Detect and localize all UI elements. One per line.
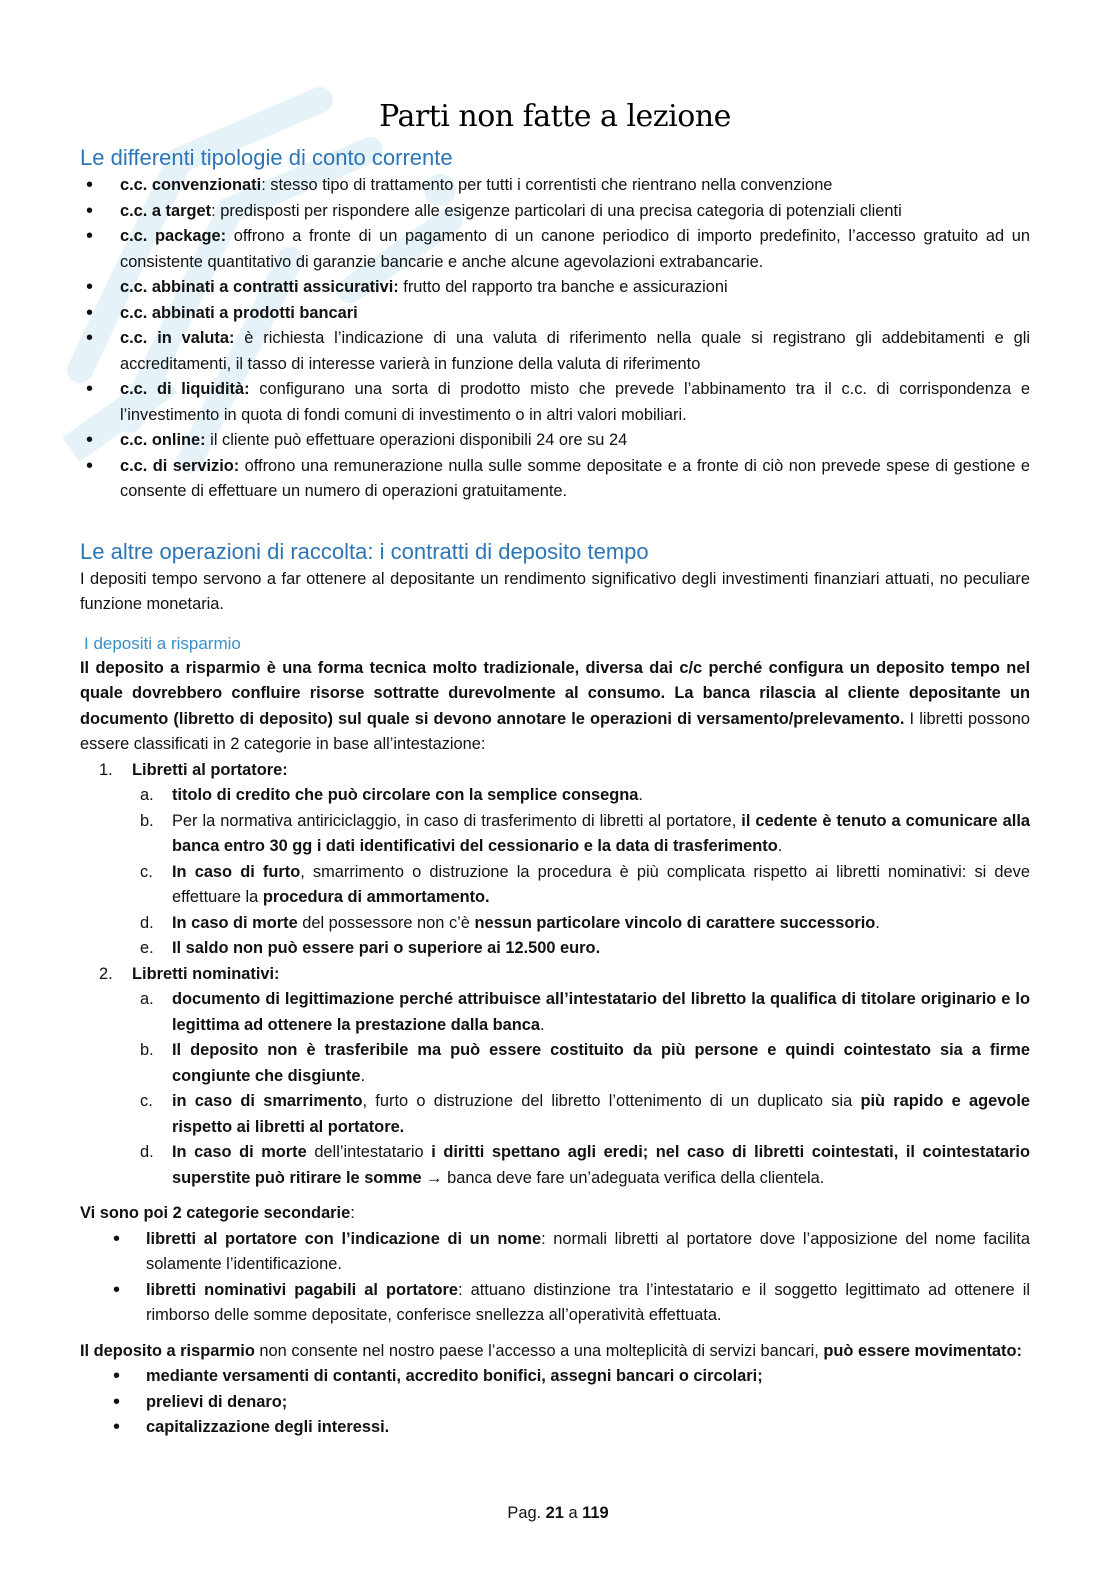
list-item: • c.c. in valuta: è richiesta l’indicazione di una valuta di riferimento nella quale si registrano gli addebitamenti e gli accreditamenti, il tasso di interesse varierà in funzione della valuta di riferimento: [80, 326, 1030, 377]
list-item: a. documento di legittimazione perché attribuisce all’intestatario del libretto la qualifica di titolare originario e lo legittima ad ottenere la prestazione dalla banca.: [140, 990, 1030, 1034]
page-title: Parti non fatte a lezione: [379, 99, 731, 134]
list-item: • mediante versamenti di contanti, accredito bonifici, assegni bancari o circolari;: [80, 1364, 1030, 1390]
secondary-categories-list: [80, 1227, 1030, 1329]
list-item: c. In caso di furto, smarrimento o distruzione la procedura è più complicata rispetto ai libretti nominativi: si deve effettuare la procedura di ammortamento.: [140, 862, 1030, 906]
list-item: • c.c. abbinati a prodotti bancari: [80, 301, 1030, 327]
list-item: a. titolo di credito che può circolare con la semplice consegna.: [140, 786, 643, 804]
list-item: e. Il saldo non può essere pari o superiore ai 12.500 euro.: [140, 939, 601, 957]
list-item: b. Per la normativa antiriciclaggio, in caso di trasferimento di libretti al portatore, il cedente è tenuto a comunicare alla banca entro 30 gg i dati identificativi del cessionario e la data di trasferimento.: [140, 811, 1030, 855]
list-item: • libretti nominativi pagabili al portatore: attuano distinzione tra l’intestatario e il soggetto legittimato ad ottenere il rimborso delle somme depositate, conferisce snellezza all’operatività effettuata.: [80, 1278, 1030, 1329]
list-item: d. In caso di morte del possessore non c’è nessun particolare vincolo di carattere successorio.: [140, 913, 880, 932]
document-page: [80, 95, 1030, 1441]
section-heading-conto-corrente: Le differenti tipologie di conto corrente: [80, 145, 453, 170]
list-item: • c.c. online: il cliente può effettuare operazioni disponibili 24 ore su 24: [80, 428, 1030, 454]
list-item: • c.c. di servizio: offrono una remunerazione nulla sulle somme depositate e a fronte di ciò non prevede spese di gestione e consente di effettuare un numero di operazioni gratuitamente.: [80, 454, 1030, 505]
list-item: c. in caso di smarrimento, furto o distruzione del libretto l’ottenimento di un duplicato sia più rapido e agevole rispetto ai libretti al portatore.: [140, 1092, 1030, 1136]
list-item: • capitalizzazione degli interessi.: [80, 1415, 1030, 1441]
list-item: • c.c. abbinati a contratti assicurativi: frutto del rapporto tra banche e assicurazioni: [80, 275, 1030, 301]
category-libretti-nominativi: 2. Libretti nominativi: a. documento di legittimazione perché attribuisce all’intestatario del libretto la qualifica di titolare originario e lo legittima ad ottenere la prestazione dalla banca. b. Il deposito non è trasferibile ma può essere costituito da più persone e quindi cointestato sia a firme congiunte che disgiunte. c. in caso di smarrimento, furto o distruzione del libretto l’ottenimento di un duplicato sia più rapido e agevole rispetto ai libretti al portatore. d. In caso di morte dell’intestatario i diritti spettano agli eredi; nel caso di libretti cointestati, il cointestatario superstite può ritirare le somme → banca deve fare un’adeguata verifica della clientela.: [80, 962, 1030, 1192]
list-item: • c.c. convenzionati: stesso tipo di trattamento per tutti i correntisti che rientrano nella convenzione: [80, 173, 1030, 199]
deposito-tempo-intro: I depositi tempo servono a far ottenere al depositante un rendimento significativo degli investimenti finanziari attuati, no peculiare funzione monetaria.: [80, 569, 1030, 613]
list-item: • c.c. di liquidità: configurano una sorta di prodotto misto che prevede l’abbinamento tra il c.c. di corrispondenza e l’investimento in quota di fondi comuni di investimento o in altri valori mobiliari.: [80, 377, 1030, 428]
movimentazione-paragraph: Il deposito a risparmio non consente nel nostro paese l’accesso a una molteplicità di servizi bancari, può essere movimentato:: [80, 1341, 1022, 1360]
libretti-categories-list: [80, 758, 1030, 1192]
movimentazione-list: [80, 1364, 1030, 1441]
subheading-depositi-risparmio: I depositi a risparmio: [84, 633, 241, 653]
list-item: • c.c. package: offrono a fronte di un pagamento di un canone periodico di importo predefinito, l’accesso gratuito ad un consistente quantitativo di garanzie bancarie e anche alcune agevolazioni extrabancarie.: [80, 224, 1030, 275]
list-item: • libretti al portatore con l’indicazione di un nome: normali libretti al portatore dove l’apposizione del nome facilita solamente l’identificazione.: [80, 1227, 1030, 1278]
arrow-right-icon: →: [421, 1168, 448, 1187]
secondary-categories-intro: Vi sono poi 2 categorie secondarie:: [80, 1204, 355, 1222]
page-footer: Pag. 21 a 119: [507, 1504, 609, 1522]
list-item: • c.c. a target: predisposti per rispondere alle esigenze particolari di una precisa categoria di potenziali clienti: [80, 199, 1030, 225]
category-libretti-portatore: 1. Libretti al portatore: a. titolo di credito che può circolare con la semplice consegna. b. Per la normativa antiriciclaggio, in caso di trasferimento di libretti al portatore, il cedente è tenuto a comunicare alla banca entro 30 gg i dati identificativi del cessionario e la data di trasferimento. c. In caso di furto, smarrimento o distruzione la procedura è più complicata rispetto ai libretti nominativi: si deve effettuare la procedura di ammortamento. d. In caso di morte del possessore non c’è nessun particolare vincolo di carattere successorio. e. Il saldo non può essere pari o superiore ai 12.500 euro.: [80, 758, 1030, 962]
section-heading-deposito-tempo: Le altre operazioni di raccolta: i contratti di deposito tempo: [80, 538, 649, 564]
deposito-risparmio-paragraph: Il deposito a risparmio è una forma tecnica molto tradizionale, diversa dai c/c perché configura un deposito tempo nel quale dovrebbero confluire risorse sottratte durevolmente al consumo. La banca rilascia al cliente depositante un documento (libretto di deposito) sul quale si devono annotare le operazioni di versamento/prelevamento. I libretti possono essere classificati in 2 categorie in base all’intestazione:: [80, 658, 1031, 753]
list-item: b. Il deposito non è trasferibile ma può essere costituito da più persone e quindi cointestato sia a firme congiunte che disgiunte.: [140, 1041, 1030, 1085]
conto-corrente-types-list: [80, 173, 1030, 505]
list-item: d. In caso di morte dell’intestatario i diritti spettano agli eredi; nel caso di libretti cointestati, il cointestatario superstite può ritirare le somme → banca deve fare un’adeguata verifica della clientela.: [140, 1143, 1030, 1187]
list-item: • prelievi di denaro;: [80, 1390, 1030, 1416]
